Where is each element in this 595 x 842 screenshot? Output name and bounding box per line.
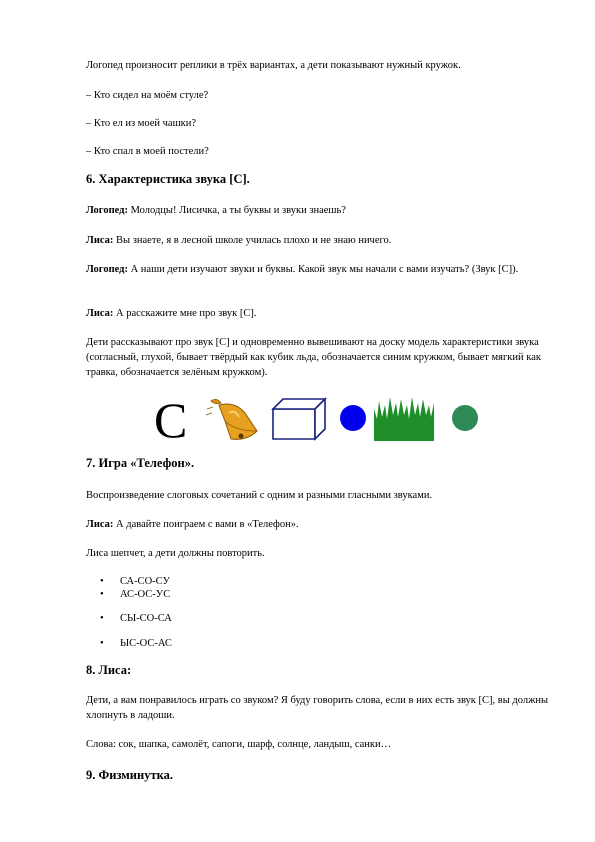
speaker-label: Лиса:	[86, 235, 114, 246]
syllable-text: СА-СО-СУ	[120, 576, 170, 587]
section-8-heading: 8. Лиса:	[86, 663, 132, 677]
ice-cube-icon	[271, 397, 327, 441]
blue-circle	[338, 403, 368, 433]
bullet-icon: •	[100, 589, 104, 600]
bullet-icon: •	[100, 576, 104, 587]
speaker-label: Логопед:	[86, 205, 128, 216]
dialog-line-1	[86, 203, 556, 218]
blue-circle-shape	[340, 405, 366, 431]
dialog-line-2	[86, 233, 556, 248]
sound-description: Дети рассказывают про звук [С] и одновременно вывешивают на доску модель характеристики звука (согласный, глухой, бывает твёрдый как кубик льда, обозначается синим кружком, бывает мягкий как травка, обозначается зелёным кружком).	[86, 337, 541, 378]
question-2: – Кто ел из моей чашки?	[86, 118, 197, 129]
bullet-icon: •	[100, 613, 104, 624]
word-list: Слова: сок, шапка, самолёт, сапоги, шарф, солнце, ландыш, санки…	[86, 739, 392, 750]
section-6-heading: 6. Характеристика звука [С].	[86, 172, 250, 186]
speaker-label: Логопед:	[86, 264, 128, 275]
section-7-heading: 7. Игра «Телефон».	[86, 456, 195, 470]
intro-line: Логопед произносит реплики в трёх вариантах, а дети показывают нужный кружок.	[86, 60, 461, 71]
section-9-heading: 9. Физминутка.	[86, 768, 173, 782]
dialog-text: Вы знаете, я в лесной школе училась плохо и не знаю ничего.	[113, 235, 392, 246]
telephone-line	[86, 517, 556, 532]
green-circle-shape	[452, 405, 478, 431]
section-7-intro: Воспроизведение слоговых сочетаний с одним и разными гласными звуками.	[86, 490, 433, 501]
grass-shape	[374, 397, 434, 441]
question-1: – Кто сидел на моём стуле?	[86, 90, 209, 101]
dialog-line-4	[86, 306, 556, 321]
dialog-text: А наши дети изучают звуки и буквы. Какой звук мы начали с вами изучать? (Звук [С]).	[127, 264, 519, 275]
syllable-text: АС-ОС-УС	[120, 589, 171, 600]
dialog-text: А расскажите мне про звук [С].	[113, 308, 257, 319]
green-circle	[450, 403, 480, 433]
bullet-icon: •	[100, 638, 104, 649]
speaker-label: Лиса:	[86, 308, 114, 319]
dialog-text: Молодцы! Лисичка, а ты буквы и звуки знаешь?	[127, 205, 346, 216]
sound-model-pictures	[150, 392, 490, 448]
letter-s: С	[154, 392, 188, 448]
whisper-note: Лиса шепчет, а дети должны повторить.	[86, 548, 265, 559]
grass-icon	[374, 395, 434, 441]
syllable-text: ЫС-ОС-АС	[120, 638, 172, 649]
question-3: – Кто спал в моей постели?	[86, 146, 209, 157]
dialog-line-3	[86, 262, 556, 277]
speaker-label: Лиса:	[86, 519, 114, 530]
dialog-text: А давайте поиграем с вами в «Телефон».	[113, 519, 299, 530]
section-8-text: Дети, а вам понравилось играть со звуком? Я буду говорить слова, если в них есть звук [С], вы должны хлопнуть в ладоши.	[86, 695, 549, 721]
bell-icon	[205, 395, 267, 443]
syllable-text: СЫ-СО-СА	[120, 613, 172, 624]
